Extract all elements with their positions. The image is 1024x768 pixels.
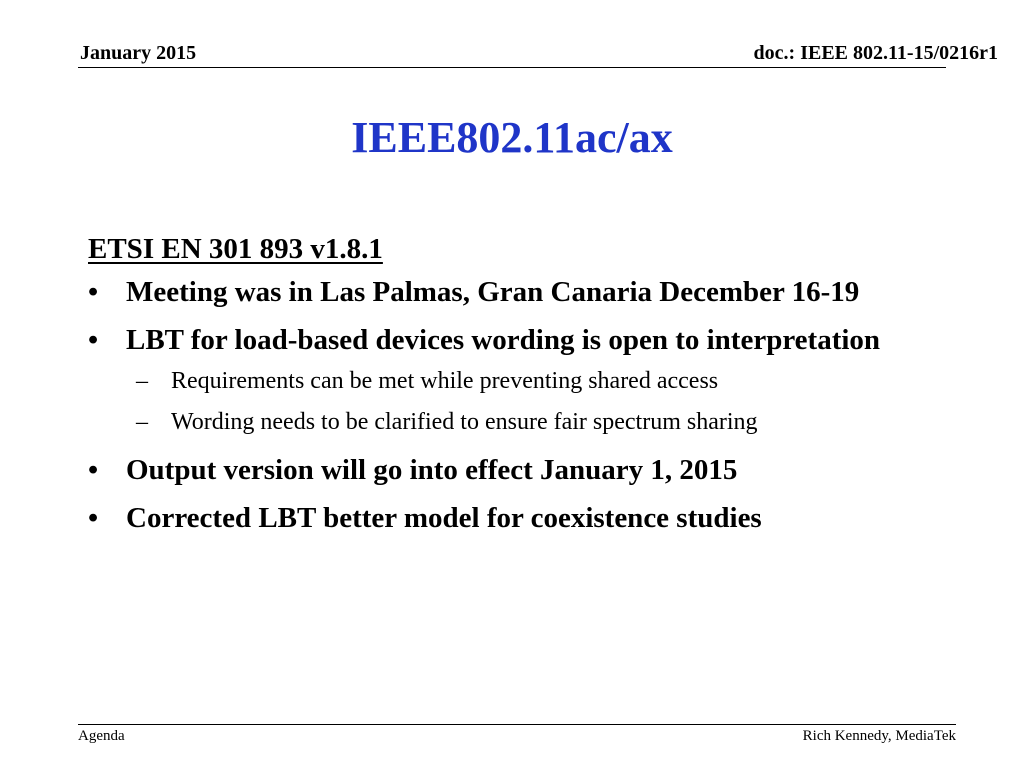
sub-bullet-text: Requirements can be met while preventing shared access bbox=[171, 368, 719, 394]
header-divider bbox=[78, 67, 946, 68]
bullet-item bbox=[88, 450, 938, 491]
header-date: January 2015 bbox=[80, 42, 197, 64]
bullet-marker: • bbox=[88, 454, 99, 486]
bullet-marker: • bbox=[88, 324, 99, 356]
sub-bullet-marker: – bbox=[136, 368, 148, 394]
bullet-text: Corrected LBT better model for coexistence studies bbox=[126, 502, 762, 534]
bullet-list bbox=[88, 272, 938, 539]
section-heading: ETSI EN 301 893 v1.8.1 bbox=[88, 233, 383, 265]
footer-right-text: Rich Kennedy, MediaTek bbox=[802, 728, 956, 744]
slide-body bbox=[88, 230, 938, 546]
bullet-text: Output version will go into effect January 1, 2015 bbox=[126, 454, 738, 486]
header-doc-id: doc.: IEEE 802.11-15/0216r1 bbox=[753, 42, 998, 64]
sub-bullet-marker: – bbox=[136, 409, 148, 435]
bullet-text: LBT for load-based devices wording is open to interpretation bbox=[126, 324, 881, 356]
bullet-item bbox=[88, 272, 938, 313]
bullet-item bbox=[88, 498, 938, 539]
sub-bullet-list bbox=[126, 361, 938, 443]
footer-divider bbox=[78, 724, 956, 725]
bullet-marker: • bbox=[88, 276, 99, 308]
sub-bullet-item bbox=[126, 402, 938, 443]
sub-bullet-text: Wording needs to be clarified to ensure fair spectrum sharing bbox=[171, 409, 758, 435]
bullet-text: Meeting was in Las Palmas, Gran Canaria December 16-19 bbox=[126, 276, 860, 308]
bullet-item bbox=[88, 320, 938, 443]
footer-left-text: Agenda bbox=[78, 728, 125, 744]
bullet-marker: • bbox=[88, 502, 99, 534]
sub-bullet-item bbox=[126, 361, 938, 402]
slide-title: IEEE802.11ac/ax bbox=[351, 113, 673, 162]
